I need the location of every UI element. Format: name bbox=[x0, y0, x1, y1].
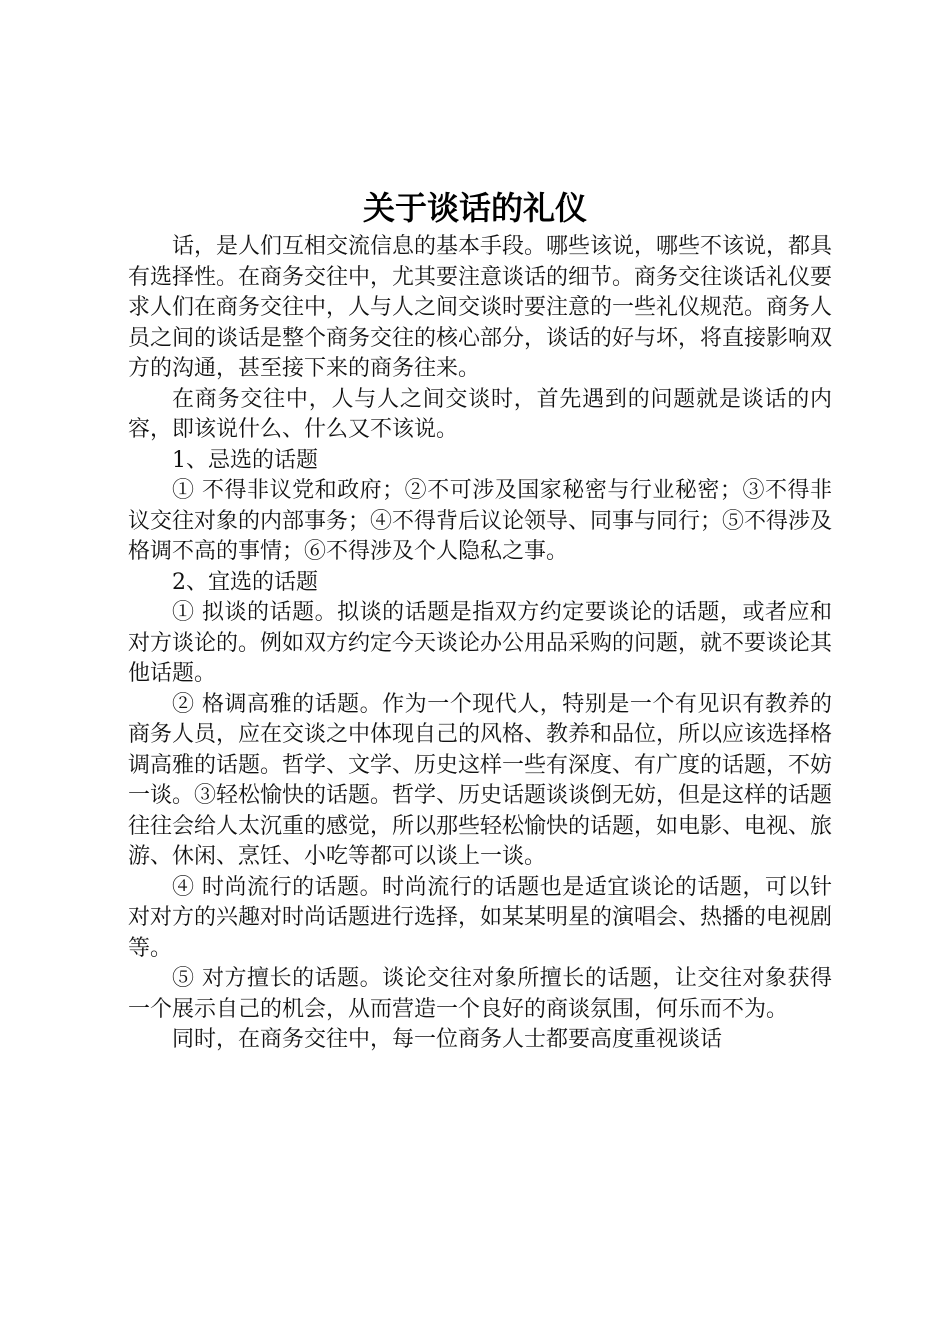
document-body bbox=[128, 232, 832, 1056]
paragraph-elegant-topic: ② 格调高雅的话题。作为一个现代人，特别是一个有见识有教养的商务人员，应在交谈之中体现自己的风格、教养和品位，所以应该选择格调高雅的话题。哲学、文学、历史这样一些有深度、有广度的话题，不妨一谈。③轻松愉快的话题。哲学、历史话题谈谈倒无妨，但是这样的话题往往会给人太沉重的感觉，所以那些轻松愉快的话题，如电影、电视、旅游、休闲、烹饪、小吃等都可以谈上一谈。 bbox=[128, 691, 833, 869]
paragraph-taboo-list: ① 不得非议党和政府；②不可涉及国家秘密与行业秘密；③不得非议交往对象的内部事务；④不得背后议论领导、同事与同行；⑤不得涉及格调不高的事情；⑥不得涉及个人隐私之事。 bbox=[128, 478, 833, 564]
paragraph-intro: 话，是人们互相交流信息的基本手段。哪些该说，哪些不该说，都具有选择性。在商务交往中，尤其要注意谈话的细节。商务交往谈话礼仪要求人们在商务交往中，人与人之间交谈时要注意的一些礼仪规范。商务人员之间的谈话是整个商务交往的核心部分，谈话的好与坏，将直接影响双方的沟通，甚至接下来的商务往来。 bbox=[128, 234, 833, 381]
document-title: 关于谈话的礼仪 bbox=[362, 189, 587, 227]
paragraph-closing: 同时，在商务交往中，每一位商务人士都要高度重视谈话 bbox=[172, 1027, 723, 1052]
paragraph-content-question: 在商务交往中，人与人之间交谈时，首先遇到的问题就是谈话的内容，即该说什么、什么又不该说。 bbox=[128, 386, 832, 442]
paragraph-planned-topic: ① 拟谈的话题。拟谈的话题是指双方约定要谈论的话题，或者应和对方谈论的。例如双方约定今天谈论办公用品采购的问题，就不要谈论其他话题。 bbox=[128, 600, 833, 686]
paragraph-fashion-topic: ④ 时尚流行的话题。时尚流行的话题也是适宜谈论的话题，可以针对对方的兴趣对时尚话题进行选择，如某某明星的演唱会、热播的电视剧等。 bbox=[128, 874, 833, 961]
heading-taboo-topics: 1、忌选的话题 bbox=[172, 447, 318, 473]
heading-suitable-topics: 2、宜选的话题 bbox=[172, 569, 318, 595]
paragraph-expertise-topic: ⑤ 对方擅长的话题。谈论交往对象所擅长的话题，让交往对象获得一个展示自己的机会，从而营造一个良好的商谈氛围，何乐而不为。 bbox=[128, 966, 832, 1022]
